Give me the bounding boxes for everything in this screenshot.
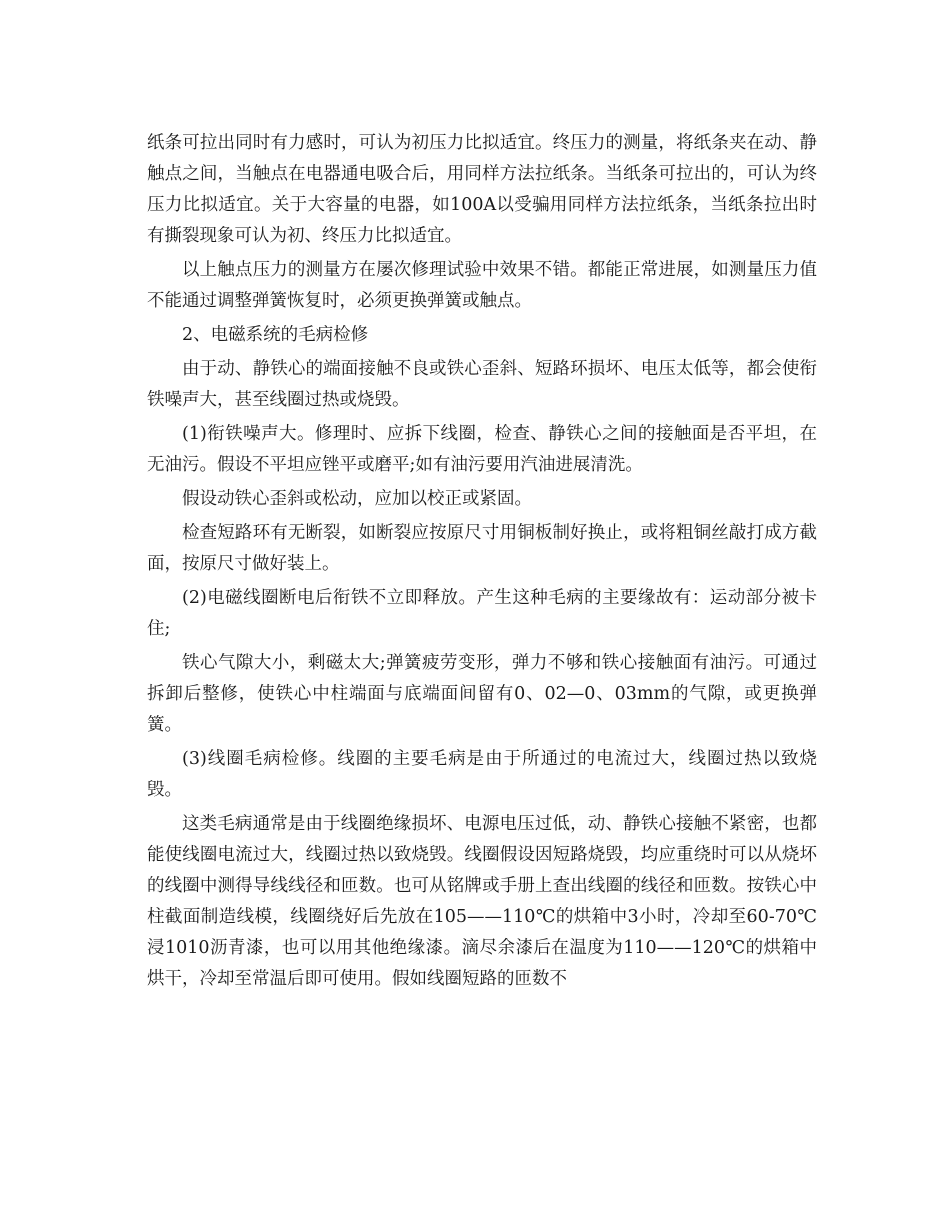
section-heading-electromagnetic-system: 2、电磁系统的毛病检修 [182, 325, 369, 345]
paragraph-10: (3)线圈毛病检修。线圈的主要毛病是由于所通过的电流过大，线圈过热以致烧毁。 [147, 749, 817, 800]
paragraph-5: (1)衔铁噪声大。修理时、应拆下线圈，检查、静铁心之间的接触面是否平坦，在无油污。假设不平坦应锉平或磨平;如有油污要用汽油进展清洗。 [147, 424, 817, 475]
paragraph-8: (2)电磁线圈断电后衔铁不立即释放。产生这种毛病的主要缘故有：运动部分被卡住; [147, 588, 817, 639]
paragraph-6: 假设动铁心歪斜或松动，应加以校正或紧固。 [182, 489, 532, 509]
paragraph-4: 由于动、静铁心的端面接触不良或铁心歪斜、短路环损坏、电压太低等，都会使衔铁噪声大，甚至线圈过热或烧毁。 [147, 359, 817, 410]
paragraph-11: 这类毛病通常是由于线圈绝缘损坏、电源电压过低，动、静铁心接触不紧密，也都能使线圈电流过大，线圈过热以致烧毁。线圈假设因短路烧毁，均应重绕时可以从烧坏的线圈中测得导线线径和匝数。也可从铭牌或手册上查出线圈的线径和匝数。按铁心中柱截面制造线模，线圈绕好后先放在105——110℃的烘箱中3小时，冷却至60-70℃浸1010沥青漆，也可以用其他绝缘漆。滴尽余漆后在温度为110——120℃的烘箱中烘干，冷却至常温后即可使用。假如线圈短路的匝数不 [147, 814, 817, 989]
document-body [147, 128, 817, 998]
paragraph-9: 铁心气隙大小，剩磁太大;弹簧疲劳变形，弹力不够和铁心接触面有油污。可通过拆卸后整修，使铁心中柱端面与底端面间留有0、02—0、03mm的气隙，或更换弹簧。 [147, 653, 817, 735]
paragraph-2: 以上触点压力的测量方在屡次修理试验中效果不错。都能正常进展，如测量压力值不能通过调整弹簧恢复时，必须更换弹簧或触点。 [147, 260, 817, 311]
paragraph-7: 检查短路环有无断裂，如断裂应按原尺寸用铜板制好换止，或将粗铜丝敲打成方截面，按原尺寸做好装上。 [147, 523, 817, 574]
paragraph-1: 纸条可拉出同时有力感时，可认为初压力比拟适宜。终压力的测量，将纸条夹在动、静触点之间，当触点在电器通电吸合后，用同样方法拉纸条。当纸条可拉出的，可认为终压力比拟适宜。关于大容量的电器，如100A以受骗用同样方法拉纸条，当纸条拉出时有撕裂现象可认为初、终压力比拟适宜。 [147, 133, 817, 246]
